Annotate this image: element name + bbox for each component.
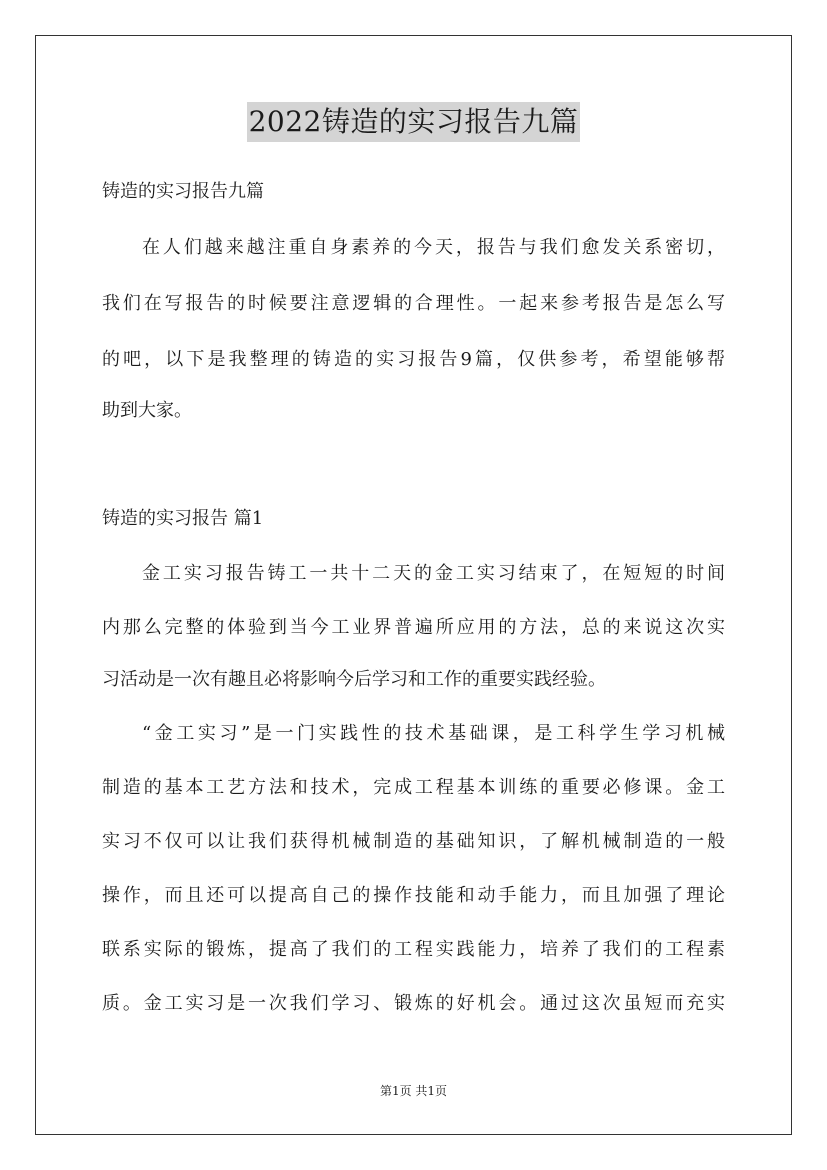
page-number: 第1页 共1页 bbox=[379, 1084, 448, 1098]
paragraph-line: “金工实习”是一门实践性的技术基础课，是工科学生学习机械 bbox=[142, 723, 725, 744]
paragraph-line: 内那么完整的体验到当今工业界普遍所应用的方法，总的来说这次实 bbox=[102, 617, 725, 638]
section-heading: 铸造的实习报告 篇1 bbox=[102, 508, 264, 529]
title-container bbox=[0, 102, 827, 142]
paragraph-line: 质。金工实习是一次我们学习、锻炼的好机会。通过这次虽短而充实 bbox=[102, 993, 725, 1014]
document-title: 2022铸造的实习报告九篇 bbox=[247, 102, 581, 142]
paragraph-line: 联系实际的锻炼，提高了我们的工程实践能力，培养了我们的工程素 bbox=[102, 939, 725, 960]
paragraph-line: 制造的基本工艺方法和技术，完成工程基本训练的重要必修课。金工 bbox=[102, 777, 725, 798]
paragraph-line: 操作，而且还可以提高自己的操作技能和动手能力，而且加强了理论 bbox=[102, 885, 725, 906]
intro-line: 助到大家。 bbox=[102, 400, 192, 421]
intro-line: 在人们越来越注重自身素养的今天，报告与我们愈发关系密切， bbox=[142, 237, 725, 258]
paragraph-line: 习活动是一次有趣且必将影响今后学习和工作的重要实践经验。 bbox=[102, 669, 606, 690]
intro-line: 我们在写报告的时候要注意逻辑的合理性。一起来参考报告是怎么写 bbox=[102, 293, 725, 314]
document-subtitle: 铸造的实习报告九篇 bbox=[102, 181, 264, 202]
intro-line: 的吧，以下是我整理的铸造的实习报告9篇，仅供参考，希望能够帮 bbox=[102, 349, 725, 370]
paragraph-line: 金工实习报告铸工一共十二天的金工实习结束了，在短短的时间 bbox=[142, 563, 725, 584]
paragraph-line: 实习不仅可以让我们获得机械制造的基础知识，了解机械制造的一般 bbox=[102, 831, 725, 852]
